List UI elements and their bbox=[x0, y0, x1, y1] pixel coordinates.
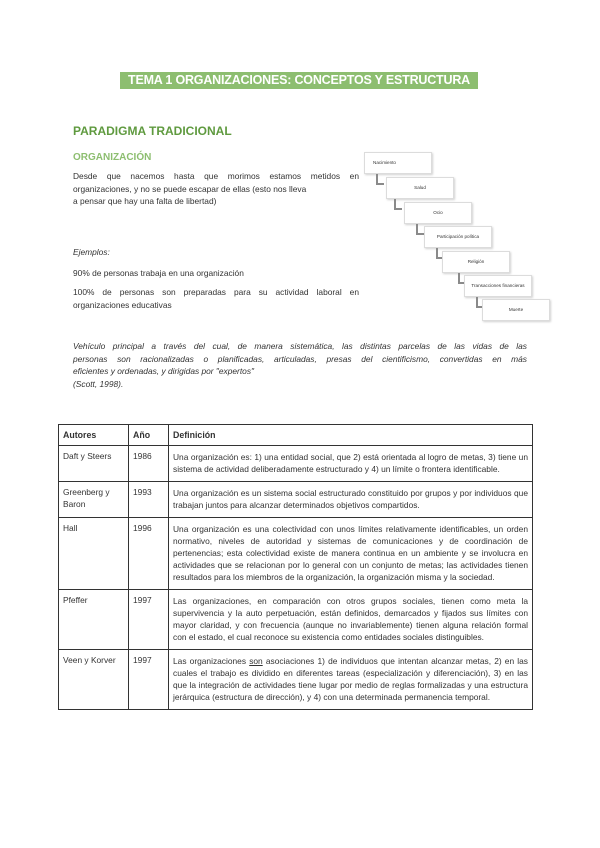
table-row bbox=[59, 518, 533, 590]
year-cell: 1997 bbox=[129, 650, 169, 710]
definition-text: asociaciones 1) de individuos que intentan alcanzar metas, 2) en las cuales el trabajo es dividido en diferentes tareas (especialización y diferenciación), 3) en las que la integración de actividades tiene lugar por medio de reglas formalizadas y una estructura jerárquica (estructura de dirección), y 4) con una determinada permanencia temporal. bbox=[173, 656, 528, 702]
quote-line-3: eficientes y ordenadas, y dirigidas por "expertos" bbox=[73, 366, 254, 376]
year-cell: 1997 bbox=[129, 590, 169, 650]
author-cell: Greenberg y Baron bbox=[59, 482, 129, 518]
author-cell: Veen y Korver bbox=[59, 650, 129, 710]
diagram-step: Ocio bbox=[404, 202, 472, 224]
quote-citation: (Scott, 1998). bbox=[73, 378, 124, 389]
diagram-step: Participación política bbox=[424, 226, 492, 248]
author-cell: Daft y Steers bbox=[59, 446, 129, 482]
diagram-step: Transacciones financieras bbox=[464, 275, 532, 297]
table-row bbox=[59, 650, 533, 710]
quote-paragraph bbox=[73, 340, 527, 390]
header-year: Año bbox=[129, 425, 169, 446]
example-1: 90% de personas trabaja en una organización bbox=[73, 268, 244, 278]
header-authors: Autores bbox=[59, 425, 129, 446]
subsection-heading: ORGANIZACIÓN bbox=[73, 152, 152, 163]
example-2 bbox=[73, 286, 359, 311]
definition-cell: Una organización es: 1) una entidad social, que 2) está orientada al logro de metas, 3) tiene un sistema de actividad deliberadamente estructurado y 4) un límite o frontera identificable. bbox=[169, 446, 533, 482]
page-title: TEMA 1 ORGANIZACIONES: CONCEPTOS Y ESTRUCTURA bbox=[120, 72, 478, 89]
definition-cell: Una organización es una colectividad con unos límites relativamente identificables, un orden normativo, niveles de autoridad y sistemas de comunicaciones y de coordinación de pertenencias; esta colectividad existe de manera continua en un ambiente y se involucra en actividades que se relacionan por lo general con un conjunto de metas; las actividades tienen resultados para los miembros de la organización, la organización misma y la sociedad. bbox=[169, 518, 533, 590]
diagram-step: Muerte bbox=[482, 299, 550, 321]
definition-text: Las organizaciones bbox=[173, 656, 250, 666]
intro-line-1: Desde que nacemos hasta que morimos estamos metidos en bbox=[73, 171, 359, 181]
definition-cell bbox=[169, 650, 533, 710]
year-cell: 1996 bbox=[129, 518, 169, 590]
examples-label: Ejemplos: bbox=[73, 247, 110, 257]
author-cell: Pfeffer bbox=[59, 590, 129, 650]
arrow-icon bbox=[416, 224, 424, 235]
table-row bbox=[59, 590, 533, 650]
intro-line-3: a pensar que hay una falta de libertad) bbox=[73, 196, 217, 206]
year-cell: 1993 bbox=[129, 482, 169, 518]
table-row bbox=[59, 446, 533, 482]
definition-cell: Las organizaciones, en comparación con otros grupos sociales, tienen como meta la supervivencia y la auto perpetuación, están definidos, demarcados y fijados sus límites con mayor claridad, y con frecuencia (aunque no invariablemente) tienen alguna relación formal con el estado, el cual reconoce su existencia como entidades sociales distinguibles. bbox=[169, 590, 533, 650]
arrow-icon bbox=[376, 174, 384, 185]
author-cell: Hall bbox=[59, 518, 129, 590]
diagram-step: Religión bbox=[442, 251, 510, 273]
table-row bbox=[59, 482, 533, 518]
quote-line-1: Vehículo principal a través del cual, de manera sistemática, las distintas parcelas de las vidas de las bbox=[73, 341, 527, 351]
table-header-row bbox=[59, 425, 533, 446]
definition-cell: Una organización es un sistema social estructurado constituido por grupos y por individuos que trabajan juntos para alcanzar determinados objetivos compartidos. bbox=[169, 482, 533, 518]
arrow-icon bbox=[394, 199, 402, 210]
diagram-step: Nacimiento bbox=[364, 152, 432, 174]
year-cell: 1986 bbox=[129, 446, 169, 482]
underlined-word: son bbox=[249, 656, 263, 666]
definitions-table bbox=[58, 424, 533, 710]
example-2-line-2: organizaciones educativas bbox=[73, 299, 172, 310]
header-definition: Definición bbox=[169, 425, 533, 446]
section-heading: PARADIGMA TRADICIONAL bbox=[73, 124, 232, 138]
diagram-step: Salud bbox=[386, 177, 454, 199]
intro-paragraph bbox=[73, 170, 359, 208]
quote-line-2: personas son racionalizadas o planificadas, articuladas, presas del cientificismo, convertidas en más bbox=[73, 353, 527, 364]
life-organizations-diagram bbox=[364, 148, 534, 324]
intro-line-2: organizaciones, y no se puede escapar de ellas (esto nos lleva bbox=[73, 183, 307, 194]
example-2-line-1: 100% de personas son preparadas para su actividad laboral en bbox=[73, 287, 359, 297]
